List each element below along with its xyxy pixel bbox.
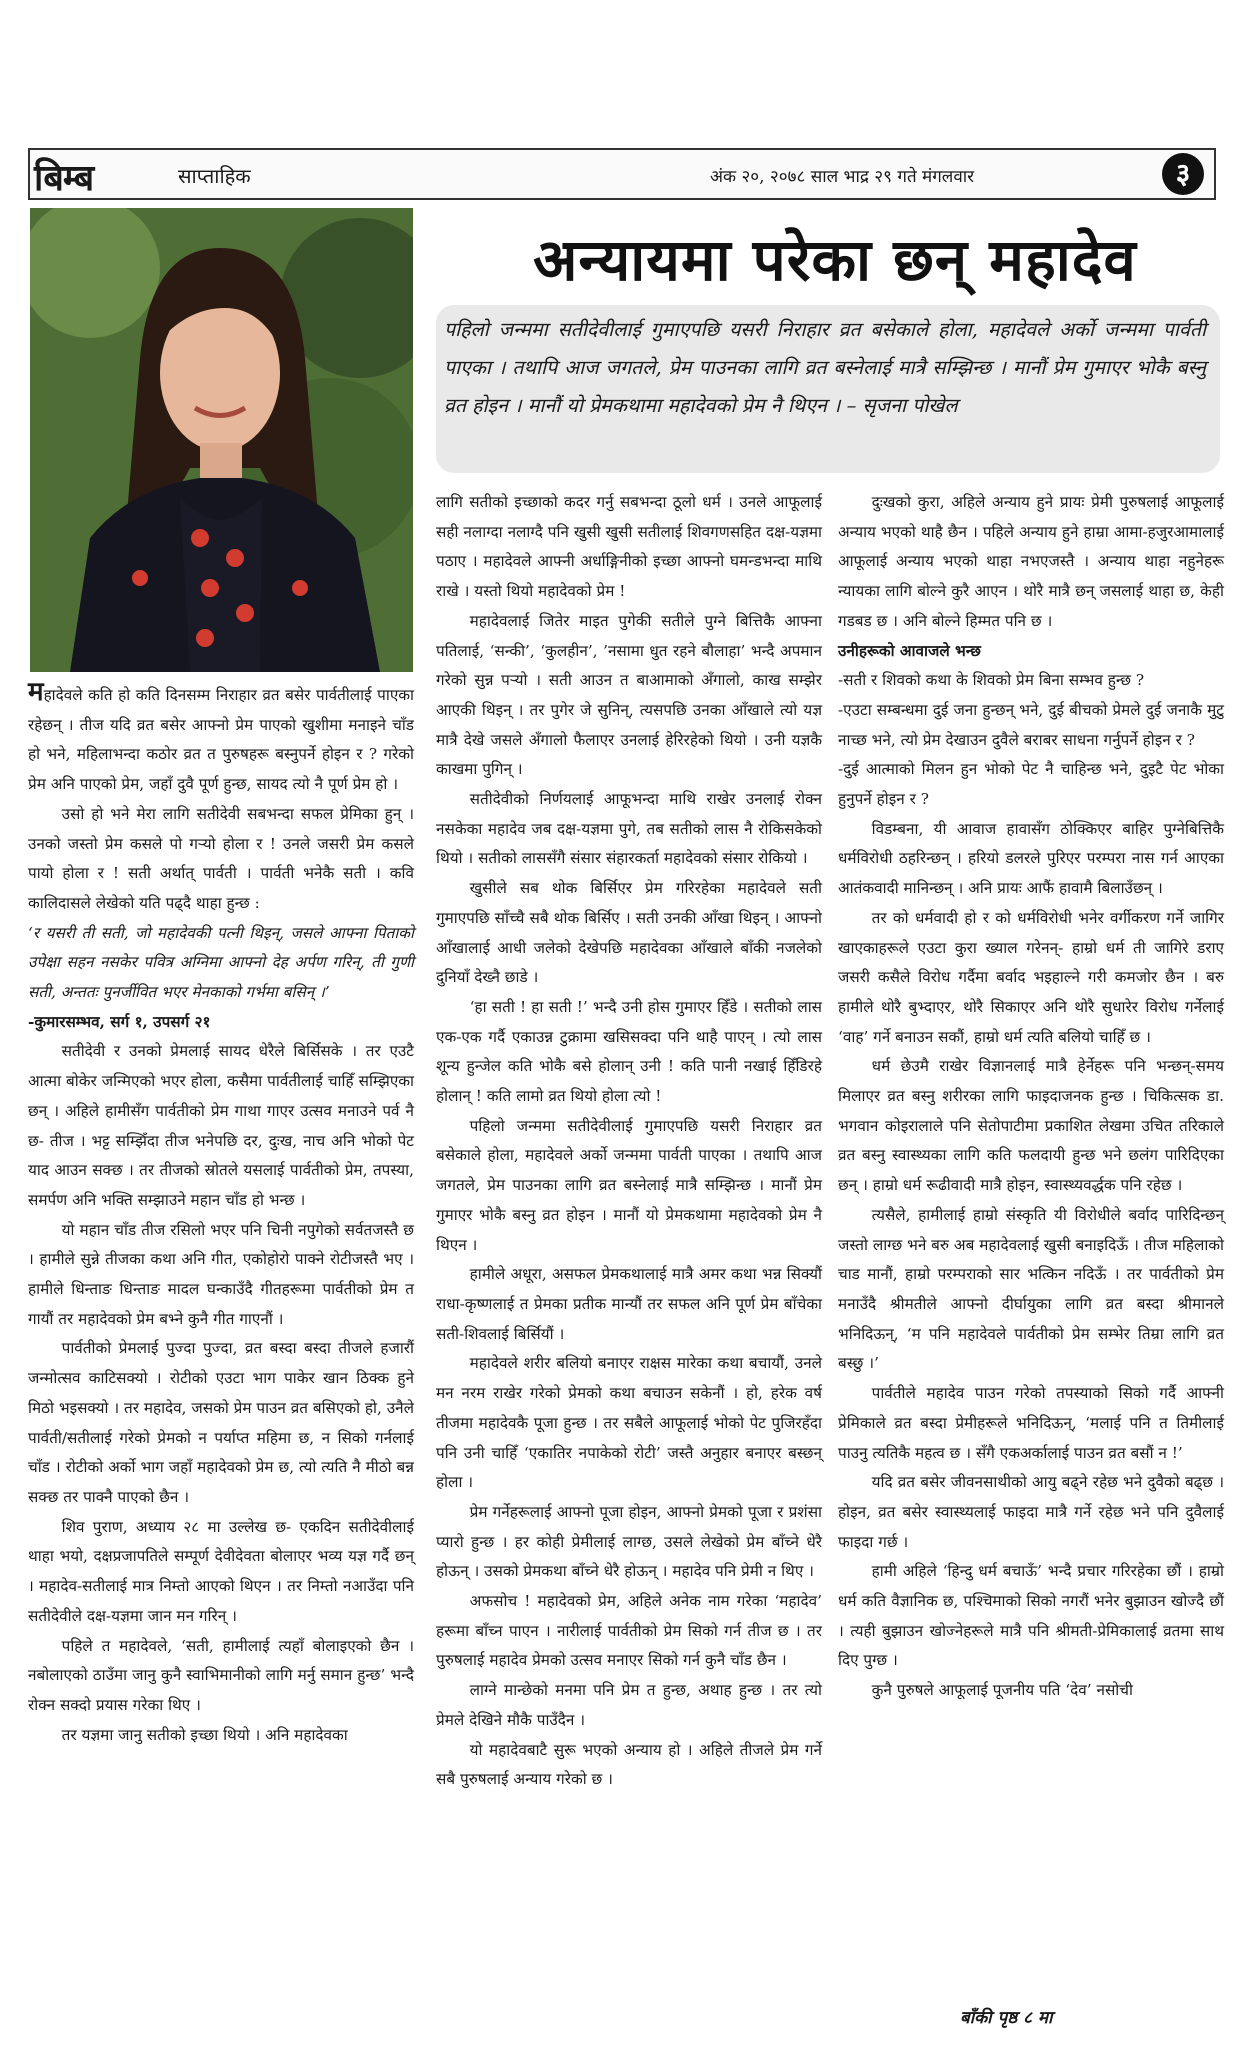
- paragraph: सतीदेवी र उनको प्रेमलाई सायद धेरैले बिर्सिसके । तर एउटै आत्मा बोकेर जन्मिएको भएर होला, कसैमा पार्वतीलाई चाहिँ सम्झिएका छन् । अहिले हामीसँग पार्वतीको प्रेम गाथा गाएर उत्सव मनाउने पर्व नै छ- तीज । भट्ट सम्झिँदा तीज भनेपछि दर, दुःख, नाच अनि भोको पेट याद आउन सक्छ । तर तीजको स्रोतले यसलाई पार्वतीको प्रेम, तपस्या, समर्पण अनि भक्ति सम्झाउने महान चाँड हो भन्छ ।: [28, 1042, 414, 1209]
- paragraph: कुनै पुरुषले आफूलाई पूजनीय पति ‘देव’ नसोची: [871, 1681, 1133, 1700]
- paragraph: महादेवलाई जितेर माइत पुगेकी सतीले पुग्ने बित्तिकै आफ्ना पतिलाई, ‘सन्की’, ‘कुलहीन’, ’नसामा धुत रहने बौलाहा’ भन्दै अपमान गरेको सुन्न पऱ्यो । सती आउन त बाआमाको अँगालो, काख सम्झेर आएकी थिइन् । तर पुगेर जे सुनिन्, त्यसपछि उनका आँखाले त्यो यज्ञ मात्रै देखे जसले अँगालो फैलाएर उनलाई हेरिरहेको थियो । उनी यज्ञकै काखमा पुगिन् ।: [436, 611, 822, 779]
- drop-cap: म: [28, 677, 44, 707]
- article-column-3: [838, 488, 1224, 1706]
- paragraph: खुसीले सब थोक बिर्सिएर प्रेम गरिरहेका महादेवले सती गुमाएपछि साँच्चै सबै थोक बिर्सिए । सती उनकी आँखा थिइन् । आफ्नो आँखालाई आधी जलेको देखेपछि महादेवका आँखाले बाँकी नजलेको दुनियाँ देख्नै छाडे ।: [436, 879, 822, 987]
- paragraph-text: हादेवले कति हो कति दिनसम्म निराहार व्रत बसेर पार्वतीलाई पाएका रहेछन् । तीज यदि व्रत बसेर आफ्नो प्रेम पाएको खुशीमा मनाइने चाँड हो भने, महिलाभन्दा कठोर व्रत त पुरुषहरू बस्नुपर्ने होइन र ? गरेको प्रेम अनि पाएको प्रेम, जहाँ दुवै पूर्ण हुन्छ, सायद त्यो नै पूर्ण प्रेम हो ।: [28, 686, 414, 794]
- paragraph: तर यज्ञमा जानु सतीको इच्छा थियो । अनि महादेवका: [61, 1725, 348, 1744]
- author-photo: [30, 208, 413, 672]
- paragraph: लागि सतीको इच्छाको कदर गर्नु सबभन्दा ठूलो धर्म । उनले आफूलाई सही नलाग्दा नलाग्दै पनि खुसी खुसी सतीलाई शिवगणसहित दक्ष-यज्ञमा पठाए । महादेवले आफ्नी अर्धाङ्गिनीको इच्छा आफ्नो घमन्डभन्दा माथि राखे । यस्तो थियो महादेवको प्रेम !: [436, 493, 822, 601]
- paragraph: यदि व्रत बसेर जीवनसाथीको आयु बढ्ने रहेछ भने दुवैको बढ्छ । होइन, व्रत बसेर स्वास्थ्यलाई फाइदा मात्रै गर्ने रहेछ भने पनि दुवैलाई फाइदा गर्छ ।: [838, 1473, 1224, 1551]
- question: -एउटा सम्बन्धमा दुई जना हुन्छन् भने, दुई बीचको प्रेमले दुई जनाकै मुटु नाच्छ भने, त्यो प्रेम देखाउन दुवैले बराबर साधना गर्नुपर्ने होइन र ?: [838, 700, 1224, 749]
- paragraph: [28, 678, 414, 800]
- page-number: ३: [1162, 153, 1204, 195]
- paragraph: त्यसैले, हामीलाई हाम्रो संस्कृति यी विरोधीले बर्वाद पारिदिन्छन् जस्तो लाग्छ भने बरु अब महादेवलाई खुसी बनाइदिऊँ । तीज महिलाको चाड मानौं, हाम्रो परम्पराको सार भत्किन नदिऊँ । तर पार्वतीको प्रेम मनाउँदै श्रीमतीले आफ्नो दीर्घायुका लागि व्रत बस्दा श्रीमानले भनिदिऊन्, ‘म पनि महादेवले पार्वतीको प्रेम सम्भेर तिम्रा लागि व्रत बस्छु ।’: [838, 1205, 1224, 1373]
- section-subhead: उनीहरूको आवाजले भन्छ: [838, 641, 981, 660]
- paragraph: उसो हो भने मेरा लागि सतीदेवी सबभन्दा सफल प्रेमिका हुन् । उनको जस्तो प्रेम कसले पो गऱ्यो होला र ! उनले जसरी प्रेम कसले पायो होला र ! सती अर्थात् पार्वती । पार्वती भनेकै सती । कवि कालिदासले लेखेको यति पढ्दै थाहा हुन्छ :: [28, 804, 414, 912]
- issue-info: अंक २०, २०७८ साल भाद्र २९ गते मंगलवार: [710, 167, 975, 187]
- paragraph: पार्वतीले महादेव पाउन गरेको तपस्याको सिको गर्दै आफ्नी प्रेमिकाले व्रत बस्दा प्रेमीहरूले भनिदिऊन्, ‘मलाई पनि त तिमीलाई पाउनु त्यतिकै महत्व छ । सँगै एकअर्कालाई पाउन व्रत बसौं न !’: [838, 1384, 1224, 1462]
- paragraph: यो महादेवबाटै सुरू भएको अन्याय हो । अहिले तीजले प्रेम गर्ने सबै पुरुषलाई अन्याय गरेको छ ।: [436, 1740, 822, 1789]
- paragraph: हामी अहिले ‘हिन्दु धर्म बचाऊँ’ भन्दै प्रचार गरिरहेका छौं । हाम्रो धर्म कति वैज्ञानिक छ, पश्चिमाको सिको नगरौं भनेर बुझाउन खोज्दै छौं । त्यही बुझाउन खोज्नेहरूले मात्रै पनि श्रीमती-प्रेमिकालाई व्रतमा साथ दिए पुग्छ ।: [838, 1562, 1224, 1670]
- paragraph: विडम्बना, यी आवाज हावासँग ठोक्किएर बाहिर पुग्नेबित्तिकै धर्मविरोधी ठहरिन्छन् । हरियो डलरले पुरिएर परम्परा नास गर्न आएका आतंकवादी मानिन्छन् । अनि प्रायः आफैं हावामै बिलाउँछन् ।: [838, 819, 1224, 898]
- paragraph: पहिले त महादेवले, ‘सती, हामीलाई त्यहाँ बोलाइएको छैन । नबोलाएको ठाउँमा जानु कुनै स्वाभिमानीको लागि मर्नु समान हुन्छ’ भन्दै रोक्न सक्दो प्रयास गरेका थिए ।: [28, 1636, 414, 1714]
- masthead-subtitle: साप्ताहिक: [178, 164, 251, 188]
- article-column-1: [28, 678, 414, 1750]
- intro-text: पहिलो जन्ममा सतीदेवीलाई गुमाएपछि यसरी निराहार व्रत बसेकाले होला, महादेवले अर्को जन्ममा पार्वती पाएका । तथापि आज जगतले, प्रेम पाउनका लागि व्रत बस्नेलाई मात्रै सम्झिन्छ । मानौं प्रेम गुमाएर भोकै बस्नु व्रत होइन । मानौं यो प्रेमकथामा महादेवको प्रेम नै थिएन । – सृजना पोखेल: [444, 318, 1206, 417]
- quotation: ‘र यसरी ती सती, जो महादेवकी पत्नी थिइन्, जसले आफ्ना पिताको उपेक्षा सहन नसकेर पवित्र अग्निमा आफ्नो देह अर्पण गरिन्, ती गुणी सती, अन्ततः पुनर्जीवित भएर मेनकाको गर्भमा बसिन् ।’: [28, 923, 414, 1002]
- paragraph: शिव पुराण, अध्याय २८ मा उल्लेख छ- एकदिन सतीदेवीलाई थाहा भयो, दक्षप्रजापतिले सम्पूर्ण देवीदेवता बोलाएर भव्य यज्ञ गर्दै छन् । महादेव-सतीलाई मात्र निम्तो आएको थिएन । तर निम्तो नआउँदा पनि सतीदेवीले दक्ष-यज्ञमा जान मन गरिन् ।: [28, 1517, 414, 1625]
- question: -सती र शिवको कथा के शिवको प्रेम बिना सम्भव हुन्छ ?: [838, 671, 1145, 690]
- author-photo-illustration: [30, 208, 413, 672]
- paragraph: प्रेम गर्नेहरूलाई आफ्नो पूजा होइन, आफ्नो प्रेमको पूजा र प्रशंसा प्यारो हुन्छ । हर कोही प्रेमीलाई लाग्छ, उसले लेखेको प्रेम बाँच्ने धेरै होऊन् । उसको प्रेमकथा बाँच्ने धेरै होऊन् । महादेव पनि प्रेमी न थिए ।: [436, 1502, 822, 1581]
- paragraph: धर्म छेउमै राखेर विज्ञानलाई मात्रै हेर्नेहरू पनि भन्छन्-समय मिलाएर व्रत बस्नु शरीरका लागि फाइदाजनक हुन्छ । चिकित्सक डा. भगवान कोइरालाले पनि सेतोपाटीमा प्रकाशित लेखमा उचित तरिकाले व्रत बस्नु स्वास्थ्यका लागि कति फलदायी हुन्छ भने छलंग पारिदिएका छन् । हाम्रो धर्म रूढीवादी मात्रै होइन, स्वास्थ्यवर्द्धक पनि रहेछ ।: [838, 1057, 1224, 1195]
- paragraph: पहिलो जन्ममा सतीदेवीलाई गुमाएपछि यसरी निराहार व्रत बसेकाले होला, महादेवले अर्को जन्ममा पार्वती पाएका । तथापि आज जगतले, प्रेम पाउनका लागि व्रत बस्नेलाई मात्रै सम्झिन्छ । मानौं प्रेम गुमाएर भोकै बस्नु व्रत होइन । मानौं यो प्रेमकथामा महादेवको प्रेम नै थिएन ।: [436, 1116, 822, 1254]
- page-header: [28, 148, 1216, 200]
- paragraph: हामीले अधूरा, असफल प्रेमकथालाई मात्रै अमर कथा भन्न सिक्यौं राधा-कृष्णलाई त प्रेमका प्रतीक मान्यौं तर सफल अनि पूर्ण प्रेम बाँचेका सती-शिवलाई बिर्सियौं ।: [436, 1265, 822, 1343]
- paragraph: महादेवले शरीर बलियो बनाएर राक्षस मारेका कथा बचायौं, उनले मन नरम राखेर गरेको प्रेमको कथा बचाउन सकेनौं । हो, हरेक वर्ष तीजमा महादेवकै पूजा हुन्छ । तर सबैले आफूलाई भोको पेट पुजिरहँदा पनि उनी चाहिँ ‘एकातिर नपाकेको रोटी’ जस्तै अनुहार बनाएर बस्छन् होला ।: [436, 1354, 822, 1492]
- article-headline: अन्यायमा परेका छन् महादेव: [533, 226, 1137, 294]
- continued-notice: बाँकी पृष्ठ ८ मा: [960, 2008, 1053, 2028]
- article-intro: [436, 305, 1220, 473]
- article-column-2: [436, 488, 822, 1795]
- question: -दुई आत्माको मिलन हुन भोको पेट नै चाहिन्छ भने, दुइटै पेट भोका हुनुपर्ने होइन र ?: [838, 760, 1224, 809]
- citation: -कुमारसम्भव, सर्ग १, उपसर्ग २१: [28, 1012, 211, 1031]
- masthead-logo: बिम्ब: [34, 157, 94, 199]
- paragraph: लाग्ने मान्छेको मनमा पनि प्रेम त हुन्छ, अथाह हुन्छ । तर त्यो प्रेमले देखिने मौकै पाउँदैन ।: [436, 1681, 822, 1729]
- paragraph: पार्वतीको प्रेमलाई पुज्दा पुज्दा, व्रत बस्दा बस्दा तीजले हजारौं जन्मोत्सव काटिसक्यो । रोटीको एउटा भाग पाकेर खान ठिक्क हुने मिठो भइसक्यो । तर महादेव, जसको प्रेम पाउन व्रत बसिएको हो, उनैले पार्वती/सतीलाई गरेको प्रेमको न पर्याप्त महिमा छ, न सिको गर्नलाई चाँड । रोटीको अर्को भाग जहाँ महादेवको प्रेम छ, त्यो त्यति नै मीठो बन्न सक्छ तर पाक्नै पाएको छैन ।: [28, 1339, 414, 1506]
- paragraph: ‘हा सती ! हा सती !’ भन्दै उनी होस गुमाएर हिँडे । सतीको लास एक-एक गर्दै एकाउन्न टुक्रामा खसिसक्दा पनि थाहै पाएन् । त्यो लास शून्य हुन्जेल कति भोकै बसे होलान् उनी ! कति पानी नखाई हिँडिरहे होलान् ! कति लामो व्रत थियो होला त्यो !: [436, 997, 822, 1106]
- paragraph: दुःखको कुरा, अहिले अन्याय हुने प्रायः प्रेमी पुरुषलाई आफूलाई अन्याय भएको थाहै छैन । पहिले अन्याय हुने हाम्रा आमा-हजुरआमालाई आफूलाई अन्याय भएको थाहा नभएजस्तै । अन्याय थाहा नहुनेहरू न्यायका लागि बोल्ने कुरै आएन । थोरै मात्रै छन् जसलाई थाहा छ, केही गडबड छ । अनि बोल्ने हिम्मत पनि छ ।: [838, 493, 1224, 630]
- paragraph: तर को धर्मवादी हो र को धर्मविरोधी भनेर वर्गीकरण गर्ने जागिर खाएकाहरूले एउटा कुरा ख्याल गरेनन्- हाम्रो धर्म ती जागिरे डराए जसरी कसैले विरोध गर्दैमा बर्वाद भइहाल्ने गरी कमजोर छैन । बरु हामीले थोरै बुभ्दाएर, थोरै सिकाएर अनि थोरै सुधारेर विरोध गर्नेलाई ‘वाह’ गर्ने बनाउन सकौं, हाम्रो धर्म त्यति बलियो चाहिँ छ ।: [838, 908, 1224, 1046]
- paragraph: यो महान चाँड तीज रसिलो भएर पनि चिनी नपुगेको सर्वतजस्तै छ । हामीले सुन्ने तीजका कथा अनि गीत, एकोहोरो पाक्ने रोटीजस्तै भए । हामीले धिन्ताङ धिन्ताङ मादल घन्काउँदै गीतहरूमा पार्वतीको प्रेम त गायौं तर महादेवको प्रेम बभ्ने कुनै गीत गाएनौं ।: [28, 1220, 414, 1328]
- paragraph: अफसोच ! महादेवको प्रेम, अहिले अनेक नाम गरेका ‘महादेव’ हरूमा बाँच्न पाएन । नारीलाई पार्वतीको प्रेम सिको गर्न तीज छ । तर पुरुषलाई महादेव प्रेमको उत्सव मनाएर सिको गर्न कुनै चाँड छैन ।: [436, 1592, 822, 1670]
- paragraph: सतीदेवीको निर्णयलाई आफूभन्दा माथि राखेर उनलाई रोक्न नसकेका महादेव जब दक्ष-यज्ञमा पुगे, तब सतीको लास नै रोकिसकेको थियो । सतीको लाससँगै संसार संहारकर्ता महादेवको संसार रोकियो ।: [436, 790, 822, 868]
